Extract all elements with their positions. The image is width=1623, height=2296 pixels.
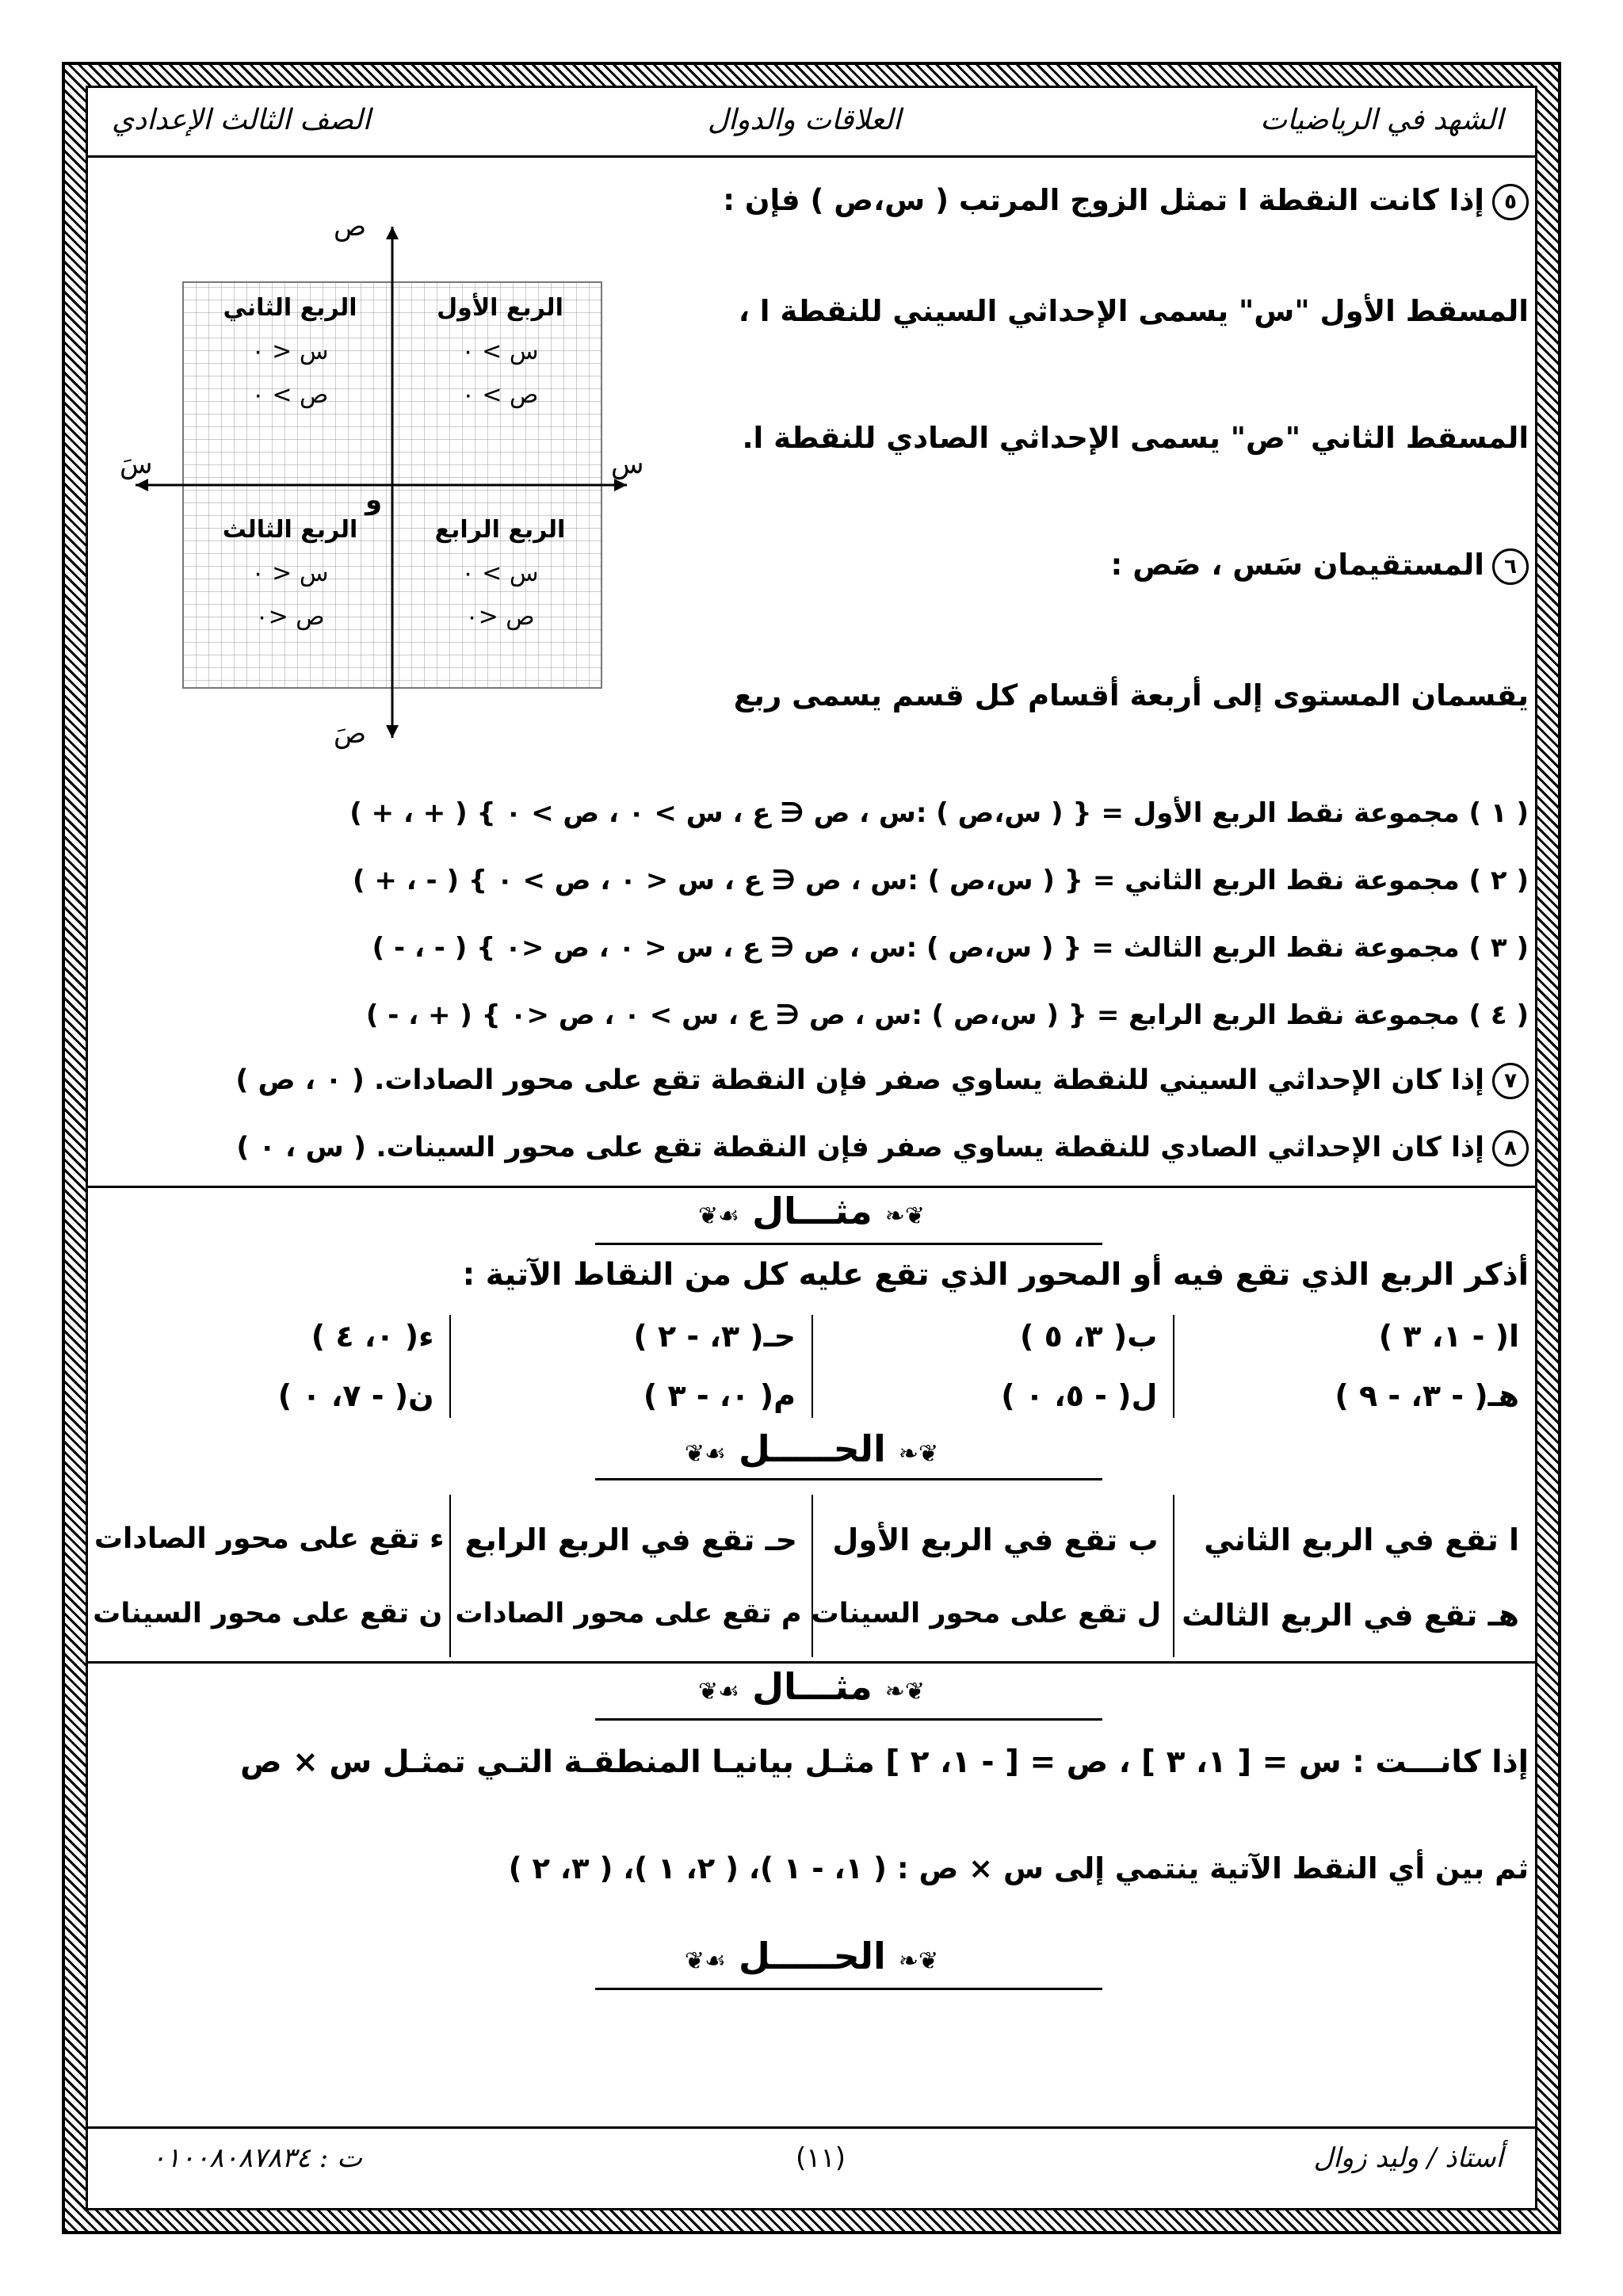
axis-y-top-label: ص: [334, 211, 367, 243]
axis-x-left-label: سَ: [120, 449, 153, 480]
item7-text: إذا كان الإحداثي السيني للنقطة يساوي صفر فإن النقطة تقع على محور الصادات. ( ٠ ، ص ): [235, 1064, 1484, 1096]
quadrant-3-x: س < ٠: [251, 560, 329, 587]
banner-underline: [595, 1718, 1102, 1721]
item5-line: [723, 183, 1529, 220]
point-n: ن( - ٧، ٠ ): [277, 1378, 434, 1413]
quadrant-1-title: الربع الأول: [437, 294, 563, 322]
section-divider: [88, 1186, 1535, 1188]
item8-line: [236, 1130, 1529, 1167]
footer-phone: ت : ٠١٠٠٨٠٨٧٨٣٤: [151, 2142, 362, 2174]
item-number: ٥: [1492, 184, 1529, 220]
worksheet-page: [88, 88, 1535, 2208]
quadrant-set-1: ( ١ ) مجموعة نقط الربع الأول = { ( س،ص ) :س ، ص ∈ ع ، س > ٠ ، ص > ٠ } ( + ، + ): [349, 797, 1529, 829]
quadrant-1-y: ص > ٠: [461, 381, 539, 409]
header-topic: العلاقات والدوال: [707, 104, 901, 136]
quadrant-3-y: ص <٠: [255, 603, 325, 631]
quadrant-4-x: س > ٠: [461, 560, 539, 587]
quadrant-set-3: ( ٣ ) مجموعة نقط الربع الثالث = { ( س،ص ) :س ، ص ∈ ع ، س < ٠ ، ص <٠ } ( - ، - ): [372, 932, 1529, 964]
header-divider: [88, 155, 1535, 158]
header-subject: الشهد في الرياضيات: [1260, 104, 1503, 136]
solution1-title: الحـــــل: [738, 1427, 886, 1470]
answer-b: ب تقع في الربع الأول: [832, 1522, 1159, 1557]
column-divider: [1173, 1315, 1174, 1418]
example2-line1: إذا كانـــت : س = [ ١، ٣ ] ، ص = [ - ١، ٢ ] مثـل بيانيـا المنطقـة التـي تمثـل س × ص: [240, 1744, 1529, 1780]
solution1-banner: [88, 1427, 1535, 1470]
ornament-icon: ❦❧: [884, 1202, 925, 1230]
column-divider: [812, 1315, 813, 1418]
column-divider: [1173, 1495, 1174, 1657]
ornament-icon: ☙❦: [698, 1678, 740, 1706]
banner-underline: [595, 1243, 1102, 1245]
ornament-icon: ☙❦: [698, 1202, 740, 1230]
answer-h: هـ تقع في الربع الثالث: [1182, 1598, 1519, 1633]
banner-underline: [595, 1478, 1102, 1480]
answer-m: م تقع على محور الصادات: [455, 1598, 802, 1629]
point-b: ب( ٣، ٥ ): [1020, 1319, 1158, 1354]
banner-underline: [595, 1988, 1102, 1990]
ornament-icon: ❦❧: [884, 1678, 925, 1706]
example2-banner: [88, 1665, 1535, 1708]
quadrant-3-label: [215, 508, 365, 639]
header-grade: الصف الثالث الإعدادي: [112, 104, 371, 136]
point-h: هـ( - ٣، - ٩ ): [1335, 1378, 1519, 1413]
item6-line: [1111, 548, 1529, 585]
point-a: ا( - ١، ٣ ): [1378, 1319, 1519, 1354]
answer-c: حـ تقع في الربع الرابع: [464, 1522, 798, 1557]
example1-banner: [88, 1190, 1535, 1232]
column-divider: [449, 1495, 451, 1657]
ornament-icon: ❦❧: [898, 1440, 939, 1468]
item5-text: إذا كانت النقطة ا تمثل الزوج المرتب ( س،ص ) فإن :: [723, 183, 1484, 217]
answer-n: ن تقع على محور السينات: [93, 1598, 443, 1629]
item8-text: إذا كان الإحداثي الصادي للنقطة يساوي صفر فإن النقطة تقع على محور السينات. ( س ، ٠ ): [236, 1132, 1484, 1163]
quadrant-3-title: الربع الثالث: [222, 516, 358, 544]
projection-y-line: المسقط الثاني "ص" يسمى الإحداثي الصادي للنقطة ا.: [742, 421, 1529, 455]
axis-y-bottom-label: صَ: [334, 718, 367, 750]
quadrant-4-label: [429, 508, 571, 639]
divide-line: يقسمان المستوى إلى أربعة أقسام كل قسم يسمى ربع: [733, 678, 1529, 712]
column-divider: [812, 1495, 813, 1657]
quadrant-4-y: ص <٠: [465, 603, 535, 631]
example1-question: أذكر الربع الذي تقع فيه أو المحور الذي تقع عليه كل من النقاط الآتية :: [462, 1257, 1529, 1293]
quadrant-set-2: ( ٢ ) مجموعة نقط الربع الثاني = { ( س،ص ) :س ، ص ∈ ع ، س < ٠ ، ص > ٠ } ( - ، + ): [353, 865, 1529, 896]
quadrant-2-y: ص > ٠: [251, 381, 329, 409]
item7-line: [235, 1063, 1529, 1099]
item-number: ٨: [1492, 1130, 1529, 1167]
column-divider: [449, 1315, 451, 1418]
section-divider: [88, 1661, 1535, 1664]
example2-line2: ثم بين أي النقط الآتية ينتمي إلى س × ص : ( ١، - ١ )، ( ٢، ١ )، ( ٣، ٢ ): [508, 1851, 1529, 1885]
quadrant-2-label: [215, 286, 365, 417]
solution2-banner: [88, 1935, 1535, 1977]
point-l: ل( - ٥، ٠ ): [1001, 1378, 1158, 1413]
solution2-title: الحـــــل: [738, 1935, 886, 1977]
footer-divider: [88, 2126, 1535, 2129]
ornament-icon: ☙❦: [684, 1440, 726, 1468]
ornament-icon: ☙❦: [684, 1947, 726, 1975]
page-number: (١١): [795, 2142, 846, 2174]
example1-title: مثـــال: [752, 1190, 873, 1232]
ornament-icon: ❦❧: [898, 1947, 939, 1975]
answer-l: ل تقع على محور السينات: [811, 1598, 1162, 1629]
item6-text: المستقيمان سَس ، صَص :: [1110, 548, 1484, 582]
point-d: ء( ٠، ٤ ): [311, 1319, 434, 1354]
point-m: م( ٠، - ٣ ): [643, 1378, 796, 1413]
item-number: ٧: [1492, 1063, 1529, 1099]
quadrant-set-4: ( ٤ ) مجموعة نقط الربع الرابع = { ( س،ص ) :س ، ص ∈ ع ، س > ٠ ، ص <٠ } ( + ، - ): [365, 999, 1529, 1031]
axis-x-right-label: س: [611, 449, 644, 480]
quadrant-2-x: س < ٠: [251, 338, 329, 365]
origin-label: و: [365, 484, 383, 516]
answer-a: ا تقع في الربع الثاني: [1204, 1522, 1519, 1557]
answer-d: ء تقع على محور الصادات: [94, 1522, 445, 1555]
quadrant-1-x: س > ٠: [461, 338, 539, 365]
example2-title: مثـــال: [752, 1665, 873, 1708]
quadrant-1-label: [429, 286, 571, 417]
point-c: حـ( ٣، - ٢ ): [633, 1319, 796, 1354]
footer-teacher: أستاذ / وليد زوال: [1313, 2142, 1503, 2174]
item-number: ٦: [1492, 548, 1529, 585]
quadrant-2-title: الربع الثاني: [223, 294, 357, 322]
projection-x-line: المسقط الأول "س" يسمى الإحداثي السيني للنقطة ا ،: [738, 294, 1529, 328]
quadrant-labels: [120, 211, 643, 750]
quadrant-4-title: الربع الرابع: [434, 516, 566, 544]
